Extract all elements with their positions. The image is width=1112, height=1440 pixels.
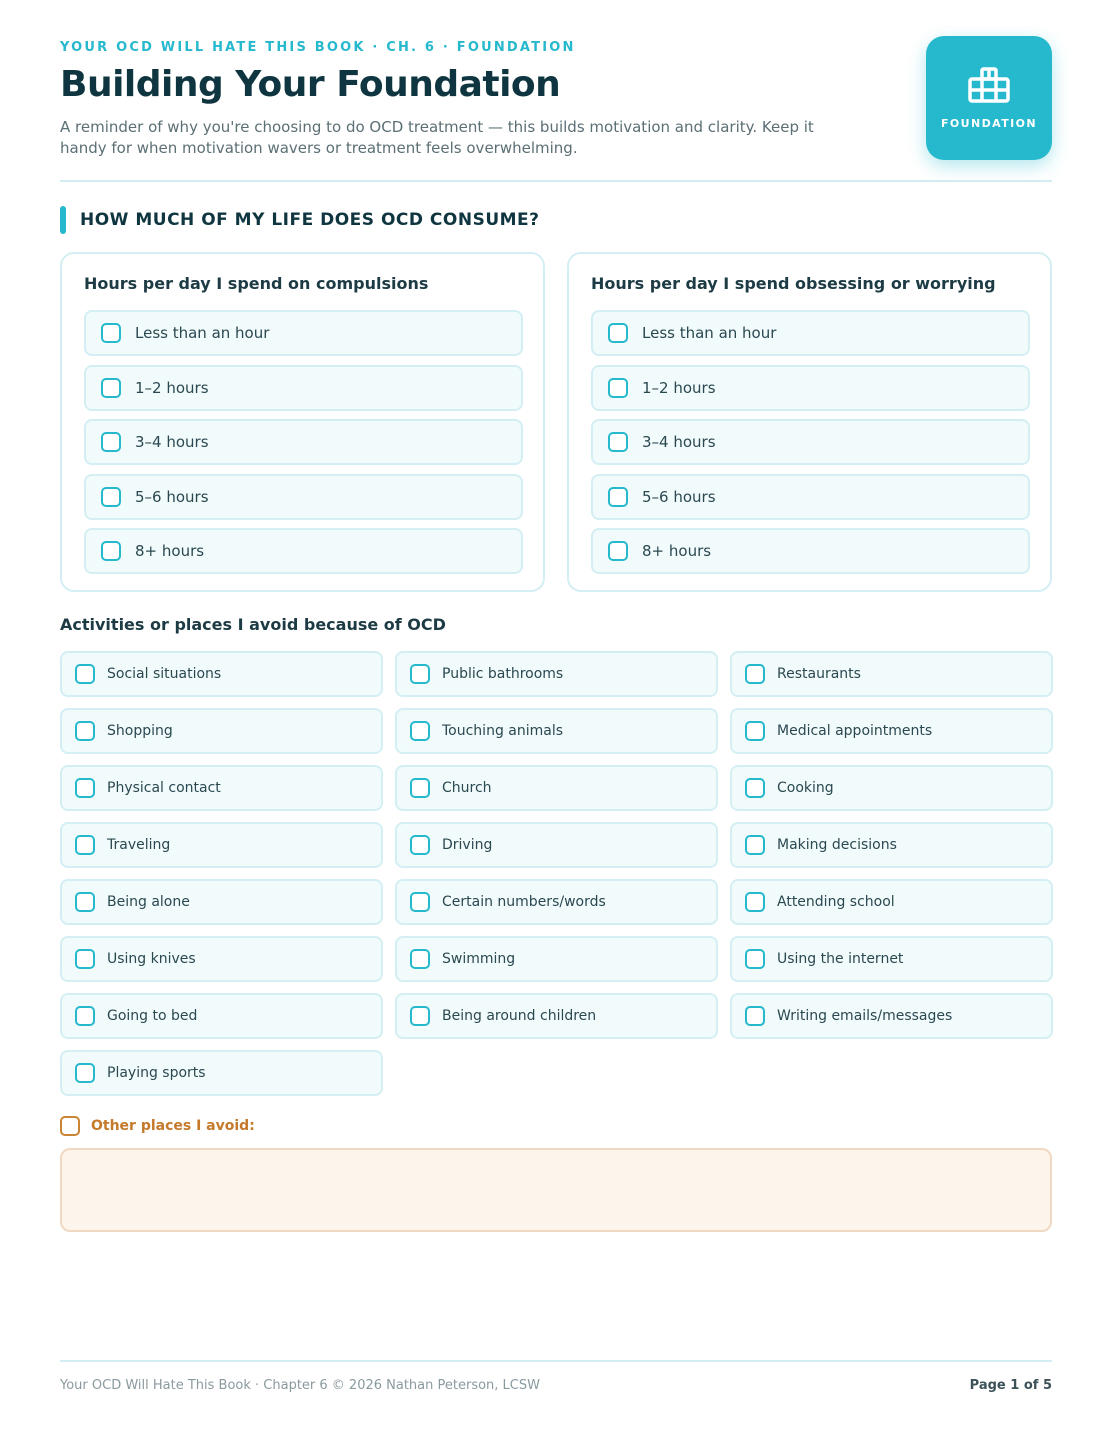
option-label: 1–2 hours <box>642 378 716 397</box>
option-label: Using the internet <box>777 951 904 967</box>
option-label: Driving <box>442 837 493 853</box>
option-label: Cooking <box>777 780 834 796</box>
option-label: 5–6 hours <box>135 487 209 506</box>
checkbox[interactable] <box>75 1006 95 1026</box>
footer-divider <box>60 1360 1052 1362</box>
option-label: Touching animals <box>442 723 564 739</box>
page-title: Building Your Foundation <box>60 64 561 105</box>
activity-option[interactable] <box>395 651 718 697</box>
other-places-checkbox[interactable] <box>60 1116 80 1136</box>
checkbox[interactable] <box>410 835 430 855</box>
footer-copyright: Your OCD Will Hate This Book · Chapter 6 © 2026 Nathan Peterson, LCSW <box>60 1378 540 1393</box>
compulsions-card <box>60 252 545 592</box>
option-label: Playing sports <box>107 1065 206 1081</box>
activity-option[interactable] <box>60 993 383 1039</box>
checkbox[interactable] <box>75 892 95 912</box>
activity-option[interactable] <box>60 879 383 925</box>
option-label: Writing emails/messages <box>777 1008 953 1024</box>
option-label: Restaurants <box>777 666 861 682</box>
option-label: Swimming <box>442 951 516 967</box>
obsessing-card <box>567 252 1052 592</box>
obsessing-option[interactable] <box>591 474 1030 520</box>
checkbox[interactable] <box>745 1006 765 1026</box>
activity-option[interactable] <box>395 879 718 925</box>
option-label: Attending school <box>777 894 895 910</box>
option-label: 5–6 hours <box>642 487 716 506</box>
section-accent-bar <box>60 206 66 234</box>
checkbox[interactable] <box>745 721 765 741</box>
section-heading-text: HOW MUCH OF MY LIFE DOES OCD CONSUME? <box>80 210 540 230</box>
checkbox[interactable] <box>608 323 628 343</box>
page-number: Page 1 of 5 <box>969 1378 1052 1393</box>
checkbox[interactable] <box>745 778 765 798</box>
activity-option[interactable] <box>395 993 718 1039</box>
option-label: Going to bed <box>107 1008 198 1024</box>
intro-text: A reminder of why you're choosing to do OCD treatment — this builds motivation and clarity. Keep it handy for when motivation wavers or treatment feels overwhelming. <box>60 118 814 157</box>
checkbox[interactable] <box>101 378 121 398</box>
checkbox[interactable] <box>101 541 121 561</box>
activities-title: Activities or places I avoid because of OCD <box>60 615 446 634</box>
checkbox[interactable] <box>410 664 430 684</box>
eyebrow: YOUR OCD WILL HATE THIS BOOK · CH. 6 · FOUNDATION <box>60 40 576 55</box>
obsessing-option[interactable] <box>591 419 1030 465</box>
activity-option[interactable] <box>60 708 383 754</box>
compulsions-option[interactable] <box>84 474 523 520</box>
option-label: Traveling <box>107 837 171 853</box>
checkbox[interactable] <box>410 778 430 798</box>
building-icon <box>967 67 1011 103</box>
option-label: Medical appointments <box>777 723 933 739</box>
checkbox[interactable] <box>75 949 95 969</box>
activity-option[interactable] <box>730 936 1053 982</box>
checkbox[interactable] <box>75 664 95 684</box>
checkbox[interactable] <box>101 487 121 507</box>
compulsions-option[interactable] <box>84 419 523 465</box>
option-label: 3–4 hours <box>135 433 209 451</box>
compulsions-option[interactable] <box>84 365 523 411</box>
obsessing-option[interactable] <box>591 310 1030 356</box>
section-heading <box>60 206 540 234</box>
checkbox[interactable] <box>101 323 121 343</box>
checkbox[interactable] <box>410 1006 430 1026</box>
checkbox[interactable] <box>101 432 121 452</box>
activity-option[interactable] <box>730 822 1053 868</box>
activity-option[interactable] <box>60 765 383 811</box>
option-label: 3–4 hours <box>642 433 716 451</box>
checkbox[interactable] <box>608 487 628 507</box>
checkbox[interactable] <box>745 835 765 855</box>
option-label: Physical contact <box>107 780 221 796</box>
checkbox[interactable] <box>608 541 628 561</box>
checkbox[interactable] <box>608 432 628 452</box>
activity-option[interactable] <box>60 936 383 982</box>
activity-option[interactable] <box>60 822 383 868</box>
checkbox[interactable] <box>410 892 430 912</box>
header-divider <box>60 180 1052 182</box>
checkbox[interactable] <box>410 949 430 969</box>
activity-option[interactable] <box>730 765 1053 811</box>
checkbox[interactable] <box>75 1063 95 1083</box>
obsessing-option[interactable] <box>591 365 1030 411</box>
activity-option[interactable] <box>730 651 1053 697</box>
activity-option[interactable] <box>730 879 1053 925</box>
other-places-row[interactable] <box>60 1116 255 1136</box>
obsessing-option[interactable] <box>591 528 1030 574</box>
option-label: 1–2 hours <box>135 378 209 397</box>
activities-grid <box>60 651 1052 1096</box>
compulsions-option[interactable] <box>84 528 523 574</box>
checkbox[interactable] <box>745 892 765 912</box>
option-label: Being around children <box>442 1008 597 1024</box>
checkbox[interactable] <box>745 664 765 684</box>
option-label: Using knives <box>107 951 196 967</box>
option-label: Public bathrooms <box>442 666 564 682</box>
activity-option[interactable] <box>60 651 383 697</box>
option-label: 8+ hours <box>642 542 712 560</box>
activity-option[interactable] <box>395 708 718 754</box>
activity-option[interactable] <box>730 708 1053 754</box>
activity-option[interactable] <box>395 936 718 982</box>
option-label: Church <box>442 780 492 796</box>
option-label: Certain numbers/words <box>442 894 606 910</box>
option-label: Less than an hour <box>642 324 777 342</box>
option-label: Social situations <box>107 666 222 682</box>
activity-option[interactable] <box>395 822 718 868</box>
compulsions-option[interactable] <box>84 310 523 356</box>
checkbox[interactable] <box>745 949 765 969</box>
checkbox[interactable] <box>410 721 430 741</box>
activity-option[interactable] <box>60 1050 383 1096</box>
obsessing-title: Hours per day I spend obsessing or worrying <box>591 274 996 293</box>
foundation-badge <box>926 36 1052 160</box>
activity-option[interactable] <box>395 765 718 811</box>
badge-label: FOUNDATION <box>941 116 1037 130</box>
checkbox[interactable] <box>75 721 95 741</box>
option-label: Shopping <box>107 723 173 739</box>
other-places-input[interactable] <box>60 1148 1052 1232</box>
option-label: Less than an hour <box>135 324 270 342</box>
checkbox[interactable] <box>75 835 95 855</box>
option-label: 8+ hours <box>135 542 205 560</box>
option-label: Making decisions <box>777 837 897 853</box>
checkbox[interactable] <box>75 778 95 798</box>
other-places-label: Other places I avoid: <box>91 1118 255 1134</box>
checkbox[interactable] <box>608 378 628 398</box>
activity-option[interactable] <box>730 993 1053 1039</box>
option-label: Being alone <box>107 894 190 910</box>
compulsions-title: Hours per day I spend on compulsions <box>84 274 429 293</box>
